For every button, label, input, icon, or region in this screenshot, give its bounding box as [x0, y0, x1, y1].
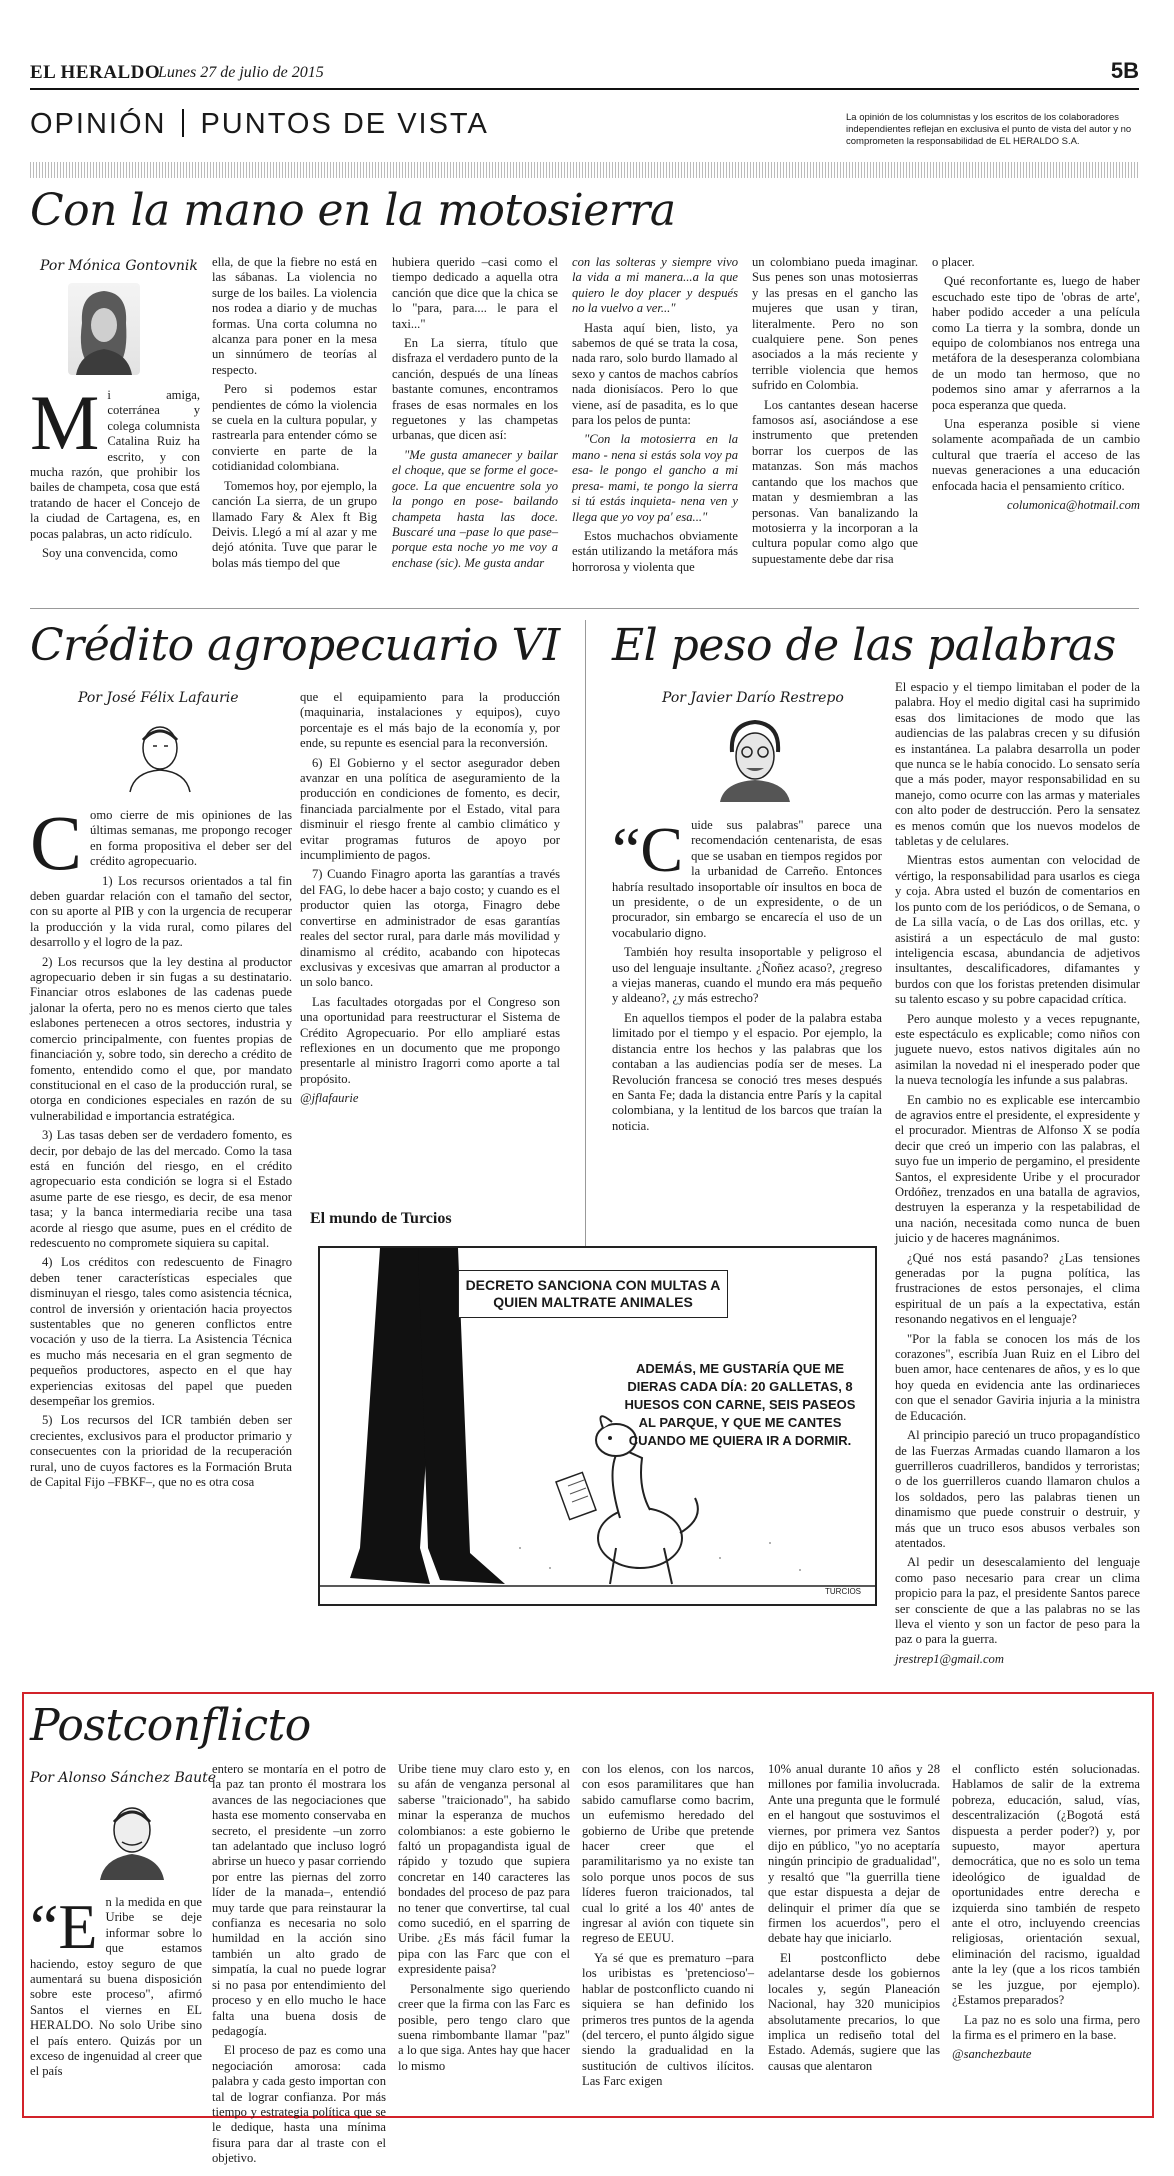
paragraph: 5) Los recursos del ICR también deben ser crecientes, exclusivos para el productor primario y consecuentes con la prioridad de la recuperación rural, uno de cuyos factores es la Formación Bruta de Capital Fijo –FBKF–, que no es otra cosa: [30, 1413, 292, 1490]
article-column: [30, 1891, 202, 2107]
paragraph: Qué reconfortante es, luego de haber escuchado este tipo de 'obras de arte', haber podido acceder a una película como La tierra y la sombra, donde un equipo de colombianos nos entrega una metáfora de la desesperanza colombiana de un modo tan hermoso, que no podemos sino amar y aferrarnos a la poca esperanza que queda.: [932, 274, 1140, 412]
paragraph: La paz no es solo una firma, pero la firma es el primero en la base.: [952, 2012, 1140, 2042]
paragraph: entero se montaría en el potro de la paz tan pronto él mostrara los avances de las negociaciones que hasta ese momento conservaba en secreto, el presidente –un zorro tan adelantado que incluso logró abrirse un hueco y pasar corriendo por entre las piernas del zorro líder de la manada–, entendió muy tarde que para reinstaurar la confianza es necesaria no solo humildad en la acción sino también un alto grado de simpatía, la cual no puede lograr si no pasa por entendimiento del proceso y en ello mucho le hace falta una buena dosis de pedagogía.: [212, 1762, 386, 2038]
author-photo: [120, 712, 200, 792]
article-column: [612, 814, 882, 1158]
paragraph: "Con la motosierra en la mano - nena si estás sola voy pa esa- le pongo el gancho a mi presa- mami, te pongo la sierra si tú estás inquieta- nena ven y llega que yo voy pa' esa...": [572, 432, 738, 524]
paragraph: 10% anual durante 10 años y 28 millones por familia involucrada. Ante una pregunta que le formulé en el hangout que sostuvimos el viernes, por primera vez Santos dijo en público, "yo no aceptaría ningún principio de gradualidad", y resaltó que "la guerrilla tiene que estar dispuesta a dejar de delinquir el primer día que se firmen los acuerdos", pero el debate hay que iniciarlo.: [768, 1762, 940, 1946]
drop-cap: C: [30, 799, 83, 886]
paragraph: También hoy resulta insoportable y peligroso el uso del lenguaje insultante. ¿Ñoñez acaso?, ¿regreso a viejas maneras, cuando el mundo era más pequeño y aldeano?, ¿y más estrecho?: [612, 945, 882, 1006]
paragraph: Hasta aquí bien, listo, ya sabemos de qué se trata la cosa, nada raro, solo burdo llamado al sexo y cantos de machos cabríos nada dionisíacos. Pero lo que viene, así de pasadita, es lo que para los pelos de punta:: [572, 320, 738, 428]
paragraph: ¿Qué nos está pasando? ¿Las tensiones generadas por la pugna política, las frustraciones de estos personajes, el clima espiritual de un país a la expectativa, están resonando negativos en el lenguaje?: [895, 1250, 1140, 1327]
article-column: [300, 690, 560, 1190]
paragraph: En La sierra, título que disfraza el verdadero punto de la canción, después de una líneas bastante comunes, encontramos frases de esas normales en los reguetones y las champetas urbanas, que dicen así:: [392, 336, 558, 443]
author-email: columonica@hotmail.com: [1007, 498, 1140, 513]
paragraph: i amiga, coterránea y colega columnista Catalina Ruiz ha escrito, y con mucha razón, que prohibir los bailes de champeta, cosa que está tratando de hacer el Concejo de la ciudad de Cartagena, es, en pocas palabras, un acto ridículo.: [30, 388, 200, 541]
paragraph: 4) Los créditos con redescuento de Finagro deben tener características especiales que disminuyan el riesgo, tales como asistencia técnica, control de inversión y orientación hacia proyectos sustentables que no generen conflictos entre vocación y uso de la tierra. La Asistencia Técnica es mucho más necesaria en el gran segmento de pequeños productores, aspecto en el que hay experiencias exitosas del papel que pueden desempeñar los gremios.: [30, 1255, 292, 1409]
paragraph: Pero si podemos estar pendientes de cómo la violencia se cuela en la cultura popular, y rastrearla para entender cómo se convierte en parte de la cotidianidad colombiana.: [212, 382, 377, 474]
paragraph: "Por la fabla se conocen los más de los corazones", escribía Juan Ruiz en el Libro del buen amor, hace centenares de años, y es lo que hoy queda en evidencia ante las ordinarieces con que el senador Gaviria injuria a la ministra de Educación.: [895, 1331, 1140, 1423]
paragraph: Una esperanza posible si viene solamente acompañada de un cambio cultural que traería el acceso de las nuevas generaciones a una educación enfocada hacia el pensamiento crítico.: [932, 417, 1140, 493]
paragraph: 3) Las tasas deben ser de verdadero fomento, es decir, por debajo de las del mercado. Como la tasa está en función del riesgo, en el crédito agropecuario esta condición se logra si el Estado asume parte de ese riesgo, es decir, de esa menor tasa; y la banca intermediaria recibe una tasa acorde al riesgo que asume, pues en el crédito de redescuento no compromete siquiera su capital.: [30, 1128, 292, 1250]
paragraph: En cambio no es explicable ese intercambio de agravios entre el presidente, el expresidente y el procurador. Mientras de Alfonso X se podía decir que creó un imperio con las palabras, el suyo fue un imperio de pergamino, el presidente Santos, el expresidente Uribe y el procurador Ordóñez, trenzados en una batalla de agravios, destruyen la esperanza y la respetabilidad de una nación, necesitada como nunca de buen juicio y de haceres magnánimos.: [895, 1092, 1140, 1246]
paragraph: Al principio pareció un truco propagandístico de las Fuerzas Armadas cuando llamaron a los guerrilleros cuadrilleros, bandidos y terroristas; o de los guerrilleros cuando llamaron chulos a los soldados, pero las palabras tienen un dinamismo que puede construir o destruir, y más que un truco esos abusos verbales son atentados.: [895, 1428, 1140, 1550]
article-byline: Por Alonso Sánchez Baute: [30, 1770, 217, 1786]
article-column: [952, 1762, 1140, 2107]
paragraph: con las solteras y siempre vivo la vida a mi manera...a la que quiero le doy placer y después no la vuelvo a ver...": [572, 255, 738, 316]
cartoonist-signature: TURCIOS: [825, 1587, 861, 1596]
paragraph: 6) El Gobierno y el sector asegurador deben avanzar en una política de aseguramiento de la producción en condiciones de fomento, es decir, financiada parcialmente por el Estado, vital para disminuir el riesgo frente al cambio climático y evitar programas futuros de apoyo por incumplimiento de pagos.: [300, 755, 560, 863]
paragraph: Soy una convencida, como: [42, 546, 178, 561]
article-byline: Por Mónica Gontovnik: [40, 258, 198, 274]
paragraph: hubiera querido –casi como el tiempo dedicado a aquella otra canción que dice que la chica se lo "para, para.... le para el taxi...": [392, 255, 558, 331]
cartoon-caption: DECRETO SANCIONA CON MULTAS A QUIEN MALTRATE ANIMALES: [458, 1270, 728, 1318]
paragraph: El postconflicto debe adelantarse desde los gobiernos locales y, según Planeación Nacional, hay 320 municipios absolutamente precarios, lo que implica un rediseño total del Estado. Además, sugiere que las causas que alentaron: [768, 1950, 940, 2073]
article-column: [212, 1762, 386, 2166]
article-column: [30, 799, 292, 1660]
article-column: [30, 379, 200, 600]
masthead: [30, 56, 1139, 90]
paragraph: El espacio y el tiempo limitaban el poder de la palabra. Hoy el medio digital casi ha suprimido esas dos limitaciones de modo que las audiencias de las palabras crecen y su difusión es instantánea. La palabra desarrolla un poder que nunca se le había conocido. Lo sensato sería que a más poder, mayor responsabilidad en su manejo, como ocurre con las armas y materiales con alto poder de destrucción. Pero la sensatez es menos común que los nuevos modelos de tabletas y de celulares.: [895, 680, 1140, 849]
paragraph: 2) Los recursos que la ley destina al productor agropecuario deben ir sin fugas a su destinatario. Financiar otros eslabones de las cadenas puede jalonar la oferta, pero no es menos cierto que tales eslabones pertenecen a otros sectores, industria y comercio principalmente, con fuentes propias de financiación y, sobre todo, sin derecho a crédito de fomento, entendido como el que, por mandato constitucional en el caso de la producción rural, se otorga en condiciones especiales en razón de su vulnerabilidad e importancia estratégica.: [30, 954, 292, 1123]
cartoon-title: El mundo de Turcios: [310, 1210, 452, 1227]
column-divider: [585, 620, 586, 1260]
article-column: [392, 255, 558, 600]
article-column: [572, 255, 738, 600]
masthead-rule: [30, 88, 1139, 90]
paragraph: "Me gusta amanecer y bailar el choque, que se forme el goce-goce. La que encuentre sola yo la pongo en pose- bailando champeta hasta las doce. Buscaré una –pase lo que pase– porque esta noche yo me voy a enchase (sic). Me gusta andar: [392, 447, 558, 570]
paragraph: 1) Los recursos orientados a tal fin deben guardar relación con el tamaño del sector, con su aporte al PIB y con la urgencia de recuperar la producción y la vida rural, como pilares del desarrollo y el logro de la paz.: [30, 873, 292, 950]
section-divider: [182, 109, 184, 137]
paragraph: Los cantantes desean hacerse famosos así, asociándose a ese instrumento que pretenden borrar los cuerpos de las matanzas. Son más machos cantando que los machos que matan y desmiembran a las personas. Van banalizando la motosierra y la incorporan a la cultura popular como algo que supuestamente debe dar risa: [752, 397, 918, 566]
paragraph: Personalmente sigo queriendo creer que la firma con las Farc es posible, pero tengo claro que suena rimbombante llamar "paz" a lo que siga. Antes hay que hacer lo mismo: [398, 1981, 570, 2073]
paragraph: con los elenos, con los narcos, con esos paramilitares que han sabido camuflarse como bacrim, un eufemismo heredado del gobierno de Uribe que pretende hacer creer que el paramilitarismo ya no existe tan solo porque unos pocos de sus líderes fueron traicionados, tal cual lo grité a los 40' antes de ingresar al avión con tiquete sin regreso de EEUU.: [582, 1762, 754, 1946]
author-photo: [68, 283, 140, 375]
decorative-stripe: [30, 162, 1139, 178]
paragraph: 7) Cuando Finagro aporta las garantías a través del FAG, lo debe hacer a bajo costo; y cuando es el productor quien las otorga, Finagro debe convertirse en administrador de esas garantías reales del sector rural, para darle más movilidad y dinamismo al crédito, acabando con hipotecas exclusivas y excesivas que amarran al productor a un solo banco.: [300, 867, 560, 990]
author-email: jrestrep1@gmail.com: [895, 1651, 1004, 1666]
paragraph: Las facultades otorgadas por el Congreso son una oportunidad para reestructurar el Sistema de Crédito Agropecuario. Por ello ampliaré estas reflexiones en un documento que me propongo presentarle al ministro Iragorri como aporte a tal propósito.: [300, 994, 560, 1086]
paragraph: que el equipamiento para la producción (maquinaria, instalaciones y equipos), cuyo porcentaje es el más bajo de la economía y, por ende, su repunte es esencial para la reconversión.: [300, 690, 560, 751]
article-headline: Con la mano en la motosierra: [30, 185, 676, 236]
article-column: [932, 255, 1140, 600]
article-column: [212, 255, 377, 600]
section-rule: [30, 608, 1139, 609]
page-number: 5B: [1110, 58, 1139, 83]
paragraph: el conflicto estén solucionadas. Hablamos de salir de la extrema pobreza, educación, salud, vías, descentralización (¿Bogotá está dispuesta a perder poder?) y, por supuesto, mayor apertura democrática, que no es solo un tema ideológico de igualdad de oportunidades entre derecha e izquierda sino también de respeto ante el otro, incluyendo creencias religiosas, orientación sexual, eliminación del racismo, igualdad ante la ley (que a los ricos también se les juzgue, por ejemplo). ¿Estamos preparados?: [952, 1762, 1140, 2008]
paragraph: Mientras estos aumentan con velocidad de vértigo, la responsabilidad para usarlos es ciega y coja. Abra usted el buzón de comentarios en los punto com de los periódicos, o de Semana, o de La silla vacía, o de Las dos orillas, etc. y asistirá a un espectáculo de mal gusto: inteligencia escasa, abundancia de adjetivos insultantes, descalificadores, difamantes y burdos con que los foristas pretenden disimular su talento escaso y su pobre capacidad crítica.: [895, 853, 1140, 1007]
article-column: [752, 255, 918, 600]
paragraph: En aquellos tiempos el poder de la palabra estaba limitado por el tiempo y el espacio. Por ejemplo, la distancia entre los hechos y las palabras que los contaban a las audiencias podía ser de meses. La Revolución francesa se conoció tres meses después en Santa Fe; dada la distancia entre París y la capital colombiana, y la lentitud de los barcos que traían la noticia.: [612, 1010, 882, 1133]
paragraph: o placer.: [932, 255, 975, 269]
article-byline: Por Javier Darío Restrepo: [662, 690, 844, 706]
author-handle: @jflafaurie: [300, 1091, 359, 1106]
paragraph: Al pedir un desescalamiento del lenguaje como paso necesario para crear un clima propicio para la paz, el presidente Santos parece ser consciente de que a las palabras no se las lleva el viento y son un factor de peso para la paz o para la guerra.: [895, 1555, 1140, 1647]
paragraph: Estos muchachos obviamente están utilizando la metáfora más horrorosa y violenta que: [572, 528, 738, 574]
article-column: [895, 680, 1140, 1666]
article-headline: Crédito agropecuario VI: [30, 620, 560, 671]
paragraph: ella, de que la fiebre no está en las sábanas. La violencia no surge de los bailes. La violencia nos rodea a diario y de muchas formas. Una corta columna no alcanza para poner en la mesa un sinnúmero de teorías al respecto.: [212, 255, 377, 377]
article-byline: Por José Félix Lafaurie: [78, 690, 239, 706]
paragraph: omo cierre de mis opiniones de las últimas semanas, me propongo recoger en forma propositiva el deber ser del crédito agropecuario.: [90, 808, 292, 869]
drop-cap: “E: [30, 1891, 98, 1962]
section-title: OPINIÓN: [30, 108, 167, 140]
article-column: [398, 1762, 570, 2107]
article-headline: El peso de las palabras: [612, 620, 1116, 671]
paragraph: Pero aunque molesto y a veces repugnante, este espectáculo es explicable; como niños con juguete nuevo, estos nativos digitales aún no asimilan la novedad ni el inesperado poder que la nueva tecnología les infunde a sus palabras.: [895, 1011, 1140, 1088]
section-header: [30, 108, 489, 141]
author-photo: [92, 1792, 172, 1880]
paragraph: n la medida en que Uribe se deje informar sobre lo que estamos haciendo, estoy seguro de que aumentará su buena disposición sobre este proceso", afirmó Santos el viernes en EL HERALDO. No solo Uribe sino el país entero. Quizás por un exceso de ingenuidad al creer que el país: [30, 1895, 202, 2079]
author-photo: [710, 712, 800, 802]
paragraph: uide sus palabras" parece una recomendación centenarista, de esas que se usaban en tiempos regidos por la urbanidad de Carreño. Entonces habría resultado insoportable oír insultos en boca de un presidente, o de un expresidente, o de un procurador, sin embargo se encarecía el uso de un vocabulario digno.: [612, 818, 882, 940]
paragraph: un colombiano pueda imaginar. Sus penes son unas motosierras y las presas en el gancho las mujeres que usan y tiran, literalmente. Pero no son cualquiere pene. Son penes asociados a la más reciente y terrible violencia que hemos sufrido en Colombia.: [752, 255, 918, 393]
article-column: [768, 1762, 940, 2107]
paragraph: Ya sé que es prematuro –para los uribistas es 'pretencioso'– hablar de postconflicto cuando ni siquiera se han definido los primeros tres puntos de la agenda (del tercero, el punto álgido sigue siendo la gradualidad en la sustitución de cultivos ilícitos. Las Farc exigen: [582, 1950, 754, 2089]
speech-text: ADEMÁS, ME GUSTARÍA QUE ME DIERAS CADA DÍA: 20 GALLETAS, 8 HUESOS CON CARNE, SEIS PASEOS AL PARQUE, Y QUE ME CANTES CUANDO ME QUIERA IR A DORMIR.: [624, 1361, 856, 1448]
drop-cap: “C: [612, 814, 684, 885]
subsection-title: PUNTOS DE VISTA: [200, 108, 489, 140]
publication-date: Lunes 27 de julio de 2015: [158, 64, 324, 81]
drop-cap: M: [30, 379, 100, 466]
article-headline: Postconflicto: [30, 1700, 311, 1751]
disclaimer: La opinión de los columnistas y los escritos de los colaboradores independientes reflejan en exclusiva el punto de vista del autor y no comprometen la responsabilidad de EL HERALDO S.A.: [846, 112, 1132, 147]
article-column: [582, 1762, 754, 2107]
paragraph: El proceso de paz es como una negociación amorosa: cada palabra y cada gesto importan con tal de lograr confianza. Por más tiempo y estrategia política que se le dedique, hasta una mínima fisura para dar al traste con el objetivo.: [212, 2043, 386, 2166]
author-handle: @sanchezbaute: [952, 2047, 1032, 2062]
brand-name: EL HERALDO: [30, 62, 161, 83]
cartoon: [318, 1246, 877, 1606]
paragraph: Tomemos hoy, por ejemplo, la canción La sierra, de un grupo llamado Fary & Alex ft Big Deivis. Llegó a mí al azar y me dejó atónita. Tuve que parar le bolas más tiempo del que: [212, 478, 377, 570]
paragraph: Uribe tiene muy claro esto y, en su afán de venganza personal al saberse "traicionado", ha sabido minar la esperanza de muchos colombianos: a este gobierno le faltó un propagandista igual de rápido y tozudo que supiera concretar en 140 caracteres las bondades del proceso de paz para no tener que convertirse, tal cual como sucedió, en el sparring de Uribe. ¿Es más fácil fumar la pipa con las Farc que con el expresidente paisa?: [398, 1762, 570, 1977]
